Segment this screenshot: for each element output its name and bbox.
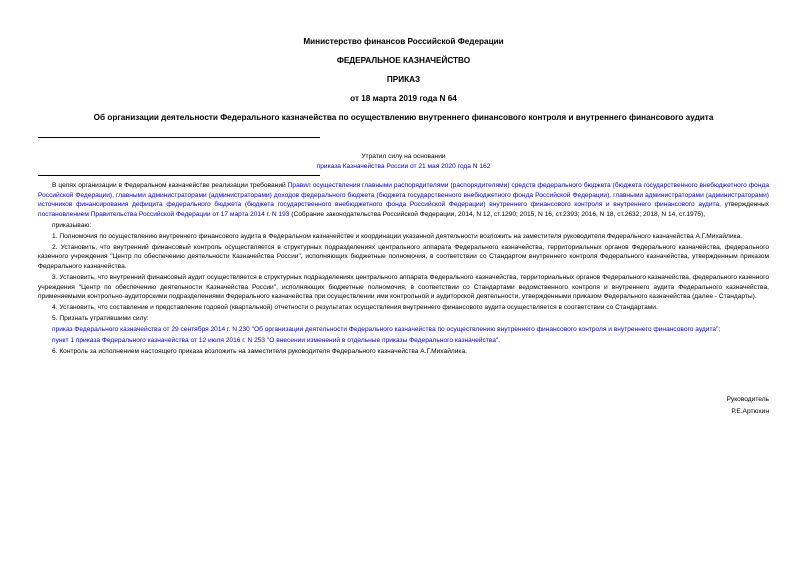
item-3: 3. Установить, что внутренний финансовый аудит осуществляется в структурных подразделениях центрального аппарата Федерального казначейства, территориальных органов Федерального казначейства, федерального казенного учреждения "Центр по обеспечению деятельности Казначейства России", исполняющих бюджетные полномочия, в соответствии со Стандартами ведомственного контроля и внутреннего аудита Федерального казначейства, применяемыми контрольно-аудиторскими подразделениями Федерального казначейства при осуществлении ими контрольной и аудиторской деятельности, утвержденными приказом Федерального казначейства (далее - Стандарты). [38,273,769,301]
item-6: 6. Контроль за исполнением настоящего приказа возложить на заместителя руководителя Федерального казначейства А.Г.Михайлика. [52,348,467,356]
item-2: 2. Установить, что внутренний финансовый контроль осуществляется в структурных подразделениях центрального аппарата Федерального казначейства, территориальных органов Федерального казначейства, федерального казенного учреждения "Центр по обеспечению деятельности Казначейства России", исполняющих бюджетные полномочия, в соответствии со Стандартом внутреннего контроля Федерального казначейства, утвержденным приказом Федерального казначейства. [38,243,769,270]
void-notice [0,152,807,172]
document-type: ПРИКАЗ [386,75,421,84]
void-notice-text: Утратил силу на основании [361,153,446,160]
preamble: В целях организации в Федеральном казначействе реализации требований Правил осуществления главными распорядителями (распорядителями) средств федерального бюджета (бюджета государственного внебюджетного фонда Российской Федерации), главными администраторами (администраторами) доходов федерального бюджета (бюджета государственного внебюджетного фонда Российской Федерации), главными администраторами (администраторами) источников финансирования дефицита федерального бюджета (бюджета государственного внебюджетного фонда Российской Федерации) внутреннего финансового контроля и внутреннего финансового аудита, утвержденных постановлением Правительства Российской Федерации от 17 марта 2014 г. N 193 (Собрание законодательства Российской Федерации, 2014, N 12, ст.1290; 2015, N 16, ст.2393; 2016, N 18, ст.2632; 2018, N 14, ст.1975), [38,182,769,218]
document-date-number: от 18 марта 2019 года N 64 [350,94,457,103]
signature-name: Р.Е.Артюхин [731,408,769,415]
divider-line [38,137,320,138]
document-subject: Об организации деятельности Федерального казначейства по осуществлению внутреннего финансового контроля и внутреннего финансового аудита [93,113,714,122]
rules-link[interactable]: Правил осуществления главными распорядителями (распорядителями) средств федерального бюджета (бюджета государственного внебюджетного фонда Российской Федерации), главными администраторами (администраторами) доходов федерального бюджета (бюджета государственного внебюджетного фонда Российской Федерации), главными администраторами (администраторами) источников финансирования дефицита федерального бюджета (бюджета государственного внебюджетного фонда Российской Федерации) внутреннего финансового контроля и внутреннего финансового аудита [38,182,769,209]
government-decree-link[interactable]: постановлением Правительства Российской Федерации от 17 марта 2014 г. N 193 [38,210,290,218]
treasury-title: ФЕДЕРАЛЬНОЕ КАЗНАЧЕЙСТВО [336,56,471,65]
item-4: 4. Установить, что составление и представление годовой (квартальной) отчетности о результатах осуществления внутреннего финансового аудита осуществляется в соответствии со Стандартами. [52,304,658,312]
signature-title: Руководитель [726,396,769,403]
item-5: 5. Признать утратившими силу: [52,315,149,323]
order-word: приказываю: [52,221,92,229]
divider-line [38,175,320,176]
document-body [38,181,769,358]
item-1: 1. Полномочия по осуществлению внутреннего финансового аудита в Федеральном казначействе и координации указанной деятельности возложить на заместителя руководителя Федерального казначейства А.Г.Михайлика. [52,232,743,240]
void-notice-link[interactable]: приказа Казначейства России от 21 мая 2020 года N 162 [316,163,491,170]
repealed-order-link[interactable]: приказ Федерального казначейства от 29 сентября 2014 г. N 230 "Об организации деятельности Федерального казначейства по осуществлению внутреннего финансового контроля и внутреннего финансового аудита"; [52,326,721,334]
ministry-title: Министерство финансов Российской Федерации [303,37,504,46]
repealed-clause-link[interactable]: пункт 1 приказа Федерального казначейства от 12 июля 2016 г. N 253 "О внесении изменений в отдельные приказы Федерального казначейства". [52,337,501,345]
